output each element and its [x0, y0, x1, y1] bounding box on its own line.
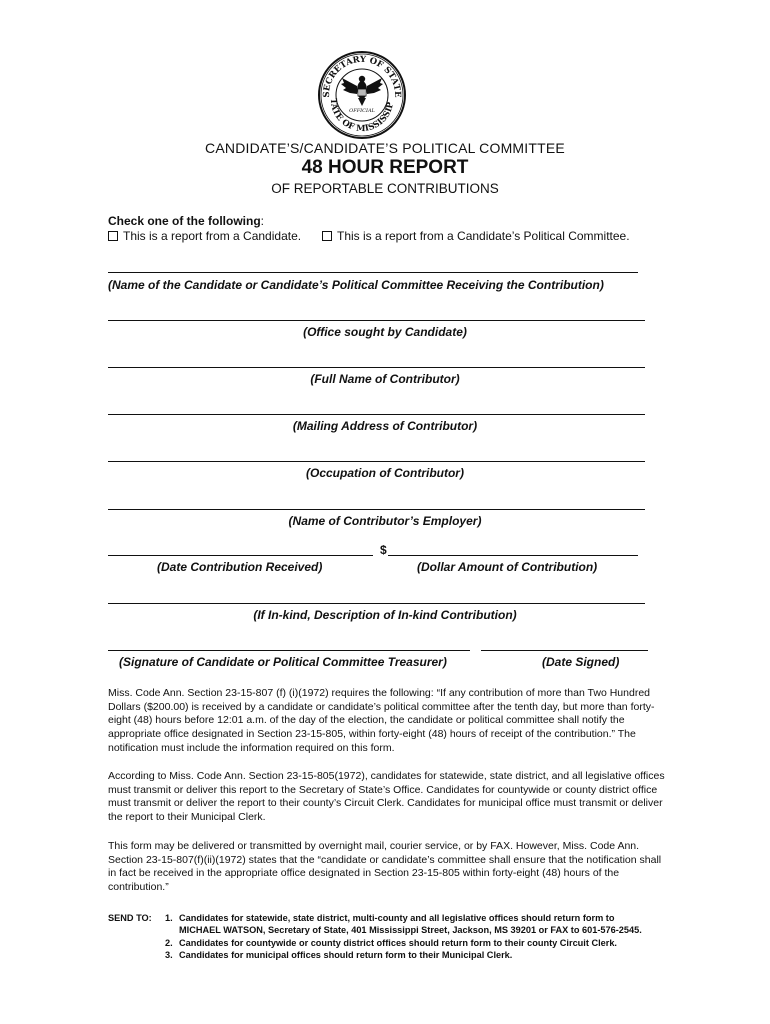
send-to-item-1-text: Candidates for statewide, state district, multi-county and all legislative offices should return form to [179, 913, 615, 923]
mailing-address-line[interactable] [108, 414, 645, 415]
form-header-line1: CANDIDATE’S/CANDIDATE’S POLITICAL COMMITTEE [205, 140, 565, 156]
signature-line[interactable] [108, 650, 470, 651]
occupation-line[interactable] [108, 461, 645, 462]
dollar-amount-label: (Dollar Amount of Contribution) [417, 560, 598, 574]
statute-paragraph-1 [108, 687, 668, 756]
checkbox-candidate[interactable] [108, 231, 118, 241]
seal-ring-top: SECRETARY OF STATE [321, 54, 403, 98]
seal-ring-bottom: TATE OF MISSISSIP [327, 98, 396, 135]
office-sought-label: (Office sought by Candidate) [303, 325, 467, 339]
option-committee[interactable] [322, 229, 630, 243]
check-one-colon: : [260, 214, 265, 228]
statute-paragraph-3 [108, 840, 668, 895]
send-to-item-2 [165, 937, 617, 949]
inkind-label: (If In-kind, Description of In-kind Contribution) [253, 608, 517, 622]
employer-label: (Name of Contributor’s Employer) [288, 514, 482, 528]
dollar-amount-line[interactable] [388, 555, 638, 556]
date-received-line[interactable] [108, 555, 373, 556]
send-to-item-1-continuation: MICHAEL WATSON, Secretary of State, 401 Mississippi Street, Jackson, MS 39201 or FAX to 601-576-2545. [179, 925, 642, 936]
statute-paragraph-2-text: According to Miss. Code Ann. Section 23-15-805(1972), candidates for statewide, state district, and all legislative offices must transmit or deliver this report to the Secretary of State’s Office. Candidates for countywide or county district office must transmit or deliver the report to their county’s Circuit Clerk. Candidates for municipal office must transmit or deliver the report to their Municipal Clerk. [108, 770, 665, 824]
inkind-line[interactable] [108, 603, 645, 604]
check-one-heading [108, 214, 264, 228]
option-candidate[interactable] [108, 229, 301, 243]
committee-name-line[interactable] [108, 272, 638, 273]
seal-banner: OFFICIAL [349, 108, 375, 114]
date-received-label: (Date Contribution Received) [157, 560, 323, 574]
mailing-address-label: (Mailing Address of Contributor) [292, 419, 478, 433]
employer-line[interactable] [108, 509, 645, 510]
send-to-item-3-num: 3. [165, 950, 173, 961]
option-candidate-label: This is a report from a Candidate. [123, 229, 302, 243]
office-sought-line[interactable] [108, 320, 645, 321]
send-to-item-2-text: Candidates for countywide or county district offices should return form to their county Circuit Clerk. [179, 937, 617, 948]
statute-paragraph-1-text: Miss. Code Ann. Section 23-15-807 (f) (i)(1972) requires the following: “If any contribution of more than Two Hundred Dollars ($200.00) is received by a candidate or candidate’s political committee after the tenth day, but more than forty-eight (48) hours before 12:01 a.m. of the day of the election, the candidate or political committee shall notify the appropriate office designated in Section 23-15-805, within forty-eight (48) hours of receipt of the contribution.” The notification must include the information required on this form. [108, 687, 655, 754]
occupation-label: (Occupation of Contributor) [306, 466, 464, 480]
option-committee-label: This is a report from a Candidate’s Political Committee. [337, 229, 630, 243]
dollar-sign: $ [380, 543, 387, 557]
send-to-item-3 [165, 949, 512, 961]
send-to-item-1-num: 1. [165, 913, 173, 923]
check-one-label: Check one of the following [108, 214, 261, 228]
send-to-item-1 [165, 912, 614, 924]
form-subtitle: OF REPORTABLE CONTRIBUTIONS [271, 181, 499, 196]
contributor-name-line[interactable] [108, 367, 645, 368]
send-to-item-3-text: Candidates for municipal offices should return form to their Municipal Clerk. [179, 950, 513, 961]
statute-paragraph-2 [108, 770, 668, 825]
date-signed-line[interactable] [481, 650, 648, 651]
form-title: 48 HOUR REPORT [301, 157, 469, 178]
checkbox-committee[interactable] [322, 231, 332, 241]
secretary-of-state-seal [317, 50, 407, 140]
committee-name-label: (Name of the Candidate or Candidate’s Political Committee Receiving the Contribution) [108, 278, 604, 292]
signature-label: (Signature of Candidate or Political Committee Treasurer) [119, 655, 447, 669]
send-to-label: SEND TO: [108, 913, 152, 923]
date-signed-label: (Date Signed) [542, 655, 620, 669]
send-to-item-2-num: 2. [165, 937, 173, 948]
statute-paragraph-3-text: This form may be delivered or transmitted by overnight mail, courier service, or by FAX. However, Miss. Code Ann. Section 23-15-807(f)(ii)(1972) states that the “candidate or candidate’s committee shall ensure that the notification shall in fact be received in the appropriate office designated in Section 23-15-805 within forty-eight (48) hours of the contribution.” [108, 840, 662, 894]
contributor-name-label: (Full Name of Contributor) [310, 372, 460, 386]
